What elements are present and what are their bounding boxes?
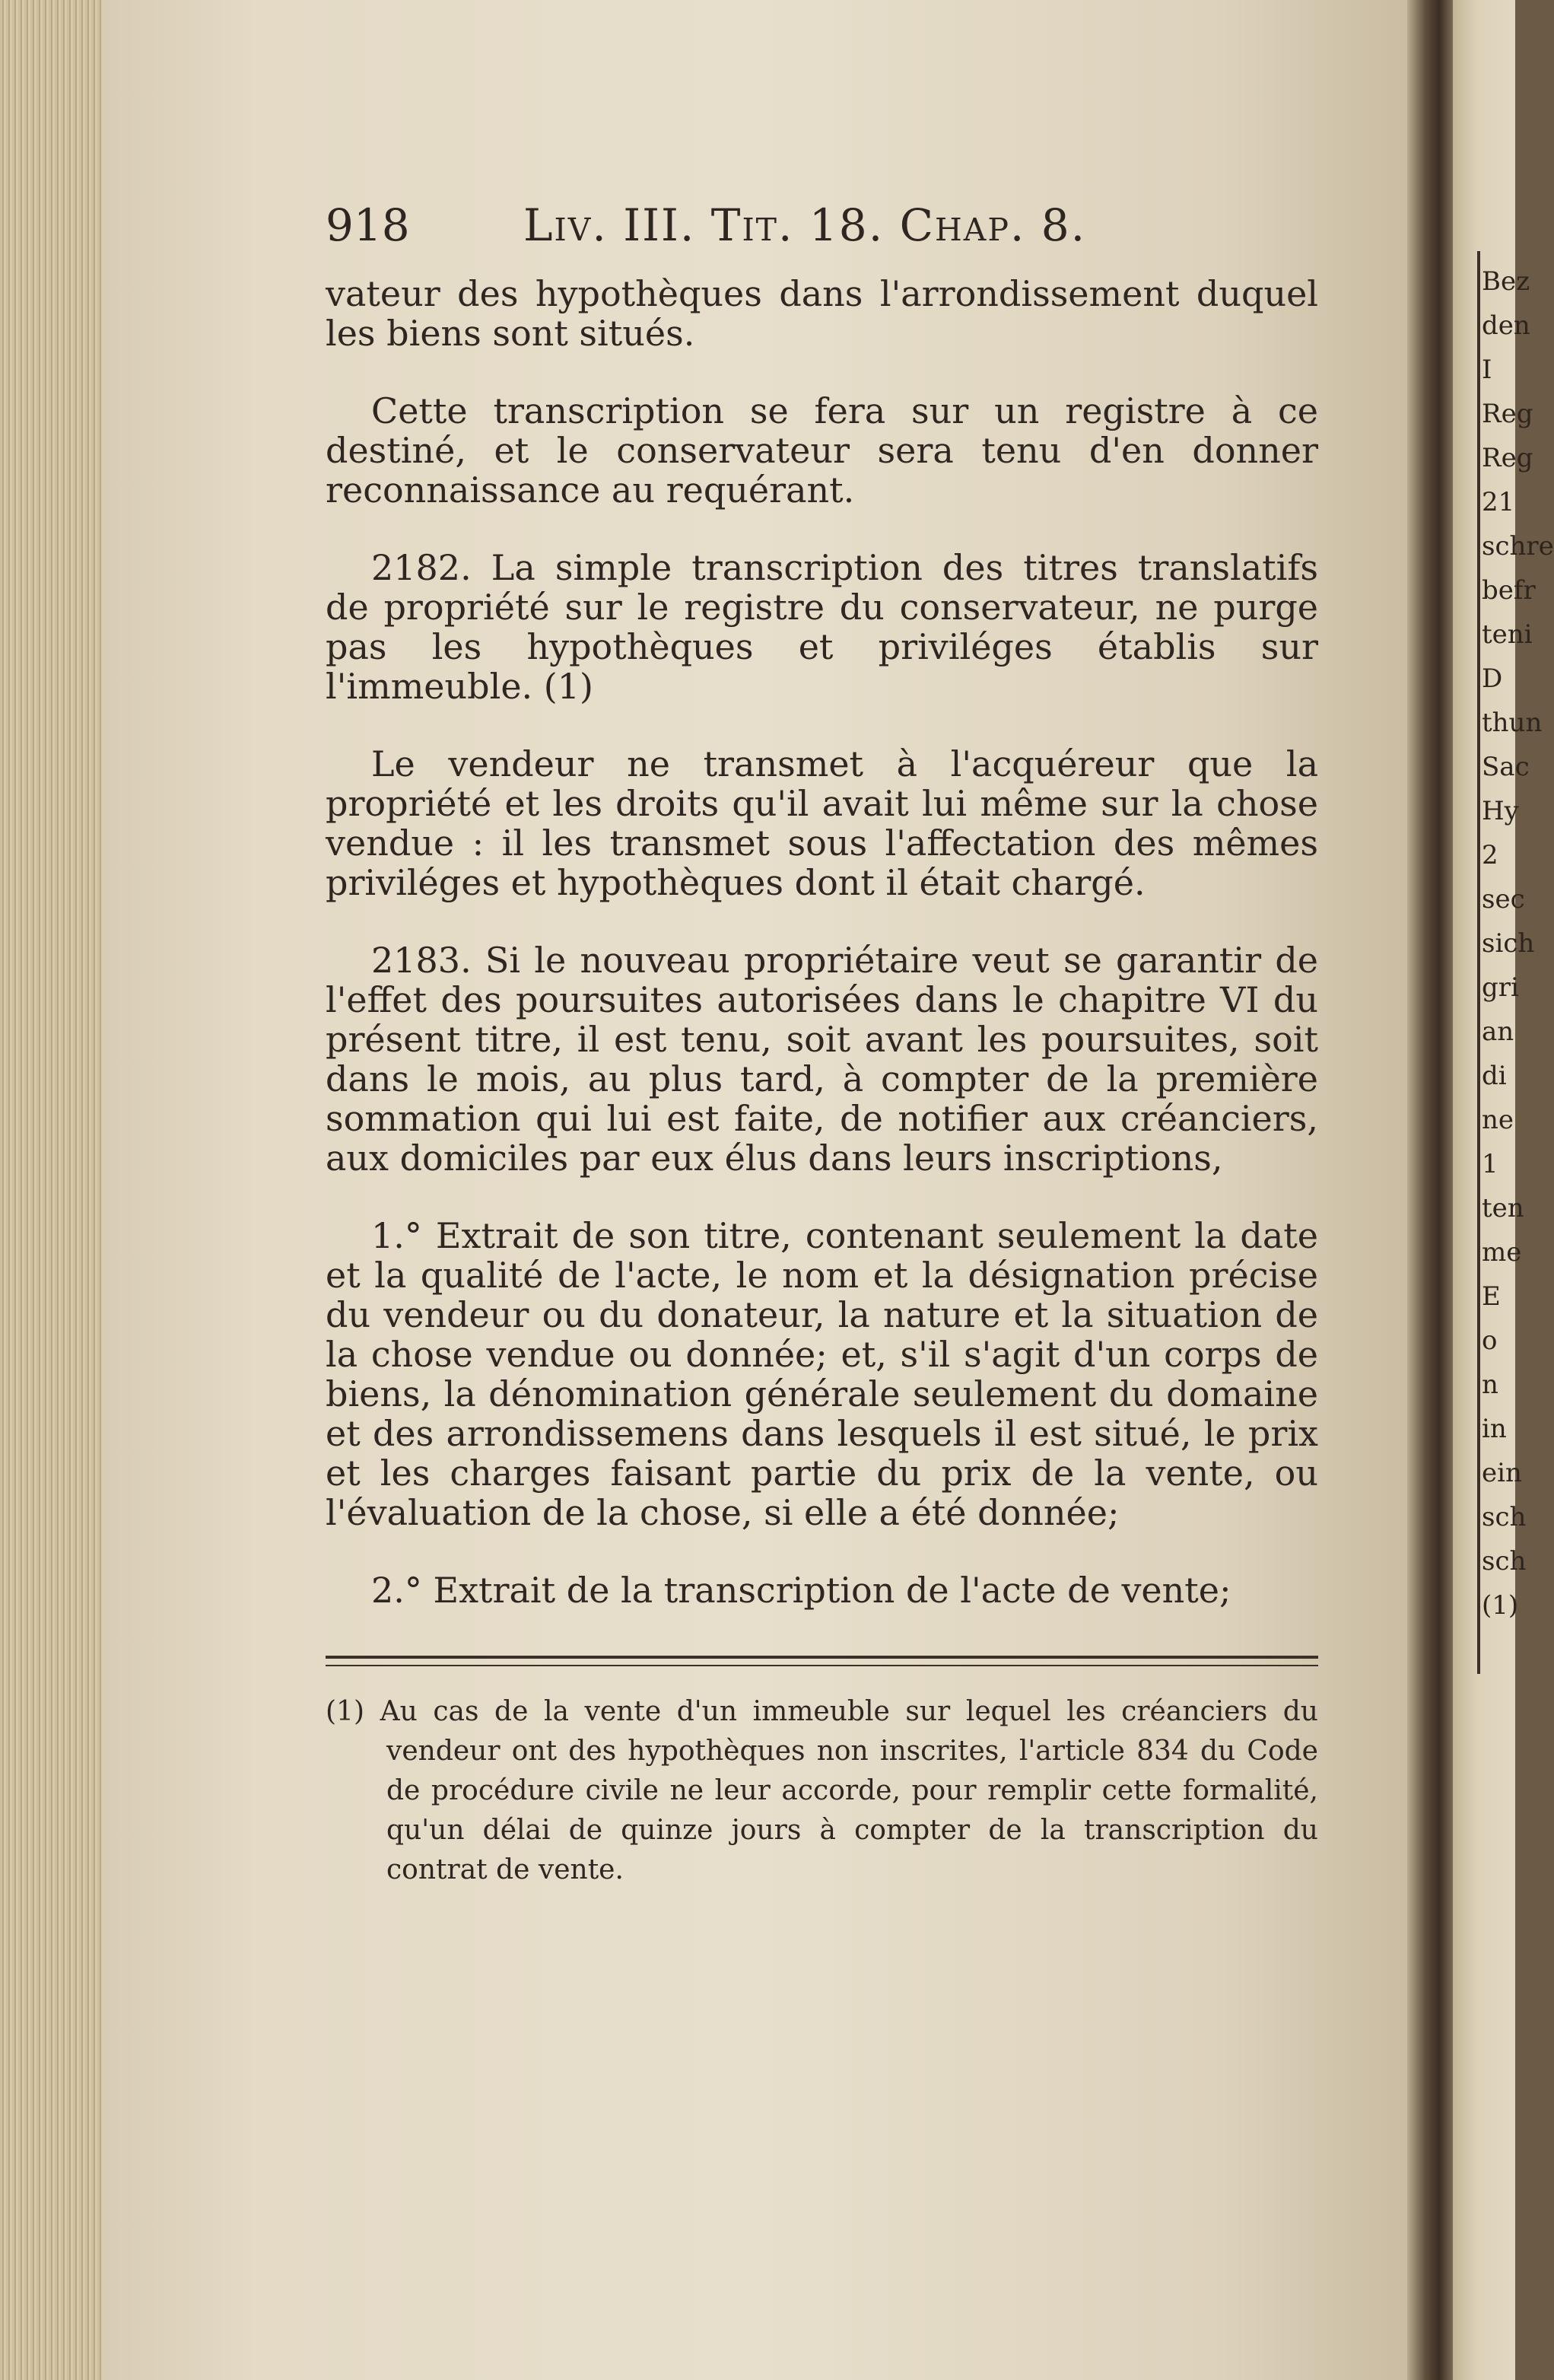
list-item-2: 2.° Extrait de la transcription de l'acte de vente; bbox=[371, 1570, 1231, 1611]
facing-page-edge bbox=[1453, 0, 1554, 2380]
facing-page-fragment: Reg bbox=[1482, 443, 1533, 473]
facing-page-fragment: sich bbox=[1482, 928, 1535, 959]
footnote: (1) Au cas de la vente d'un immeuble sur lequel les créanciers du vendeur ont des hypothèques non inscrites, l'article 834 du Code de procédure civile ne leur accorde, pour remplir cette formalité, qu'un délai de quinze jours à compter de la transcription du contrat de vente. bbox=[326, 1696, 1318, 1885]
facing-page-fragment: ein bbox=[1482, 1458, 1522, 1488]
paragraph: Le vendeur ne transmet à l'acquéreur que la propriété et les droits qu'il avait lui même sur la chose vendue : il les transmet sous l'affectation des mêmes priviléges et hypothèques dont il était chargé. bbox=[326, 743, 1318, 903]
running-header bbox=[326, 199, 1318, 266]
article-2182: 2182. La simple transcription des titres translatifs de propriété sur le registre du conservateur, ne purge pas les hypothèques et priviléges établis sur l'immeuble. (1) bbox=[326, 547, 1318, 707]
facing-page-fragment: n bbox=[1482, 1370, 1498, 1400]
list-item-1: 1.° Extrait de son titre, contenant seulement la date et la qualité de l'acte, le nom et la désignation précise du vendeur ou du donateur, la nature et la situation de la chose vendue ou donnée; et, s'il s'agit d'un corps de biens, la dénomination générale seulement du domaine et des arrondissemens dans lesquels il est situé, le prix et les charges faisant partie du prix de la vente, ou l'évaluation de la chose, si elle a été donnée; bbox=[326, 1215, 1318, 1533]
facing-page-fragment: teni bbox=[1482, 619, 1533, 650]
facing-page-fragment: ne bbox=[1482, 1105, 1514, 1135]
paragraph: vateur des hypothèques dans l'arrondissement duquel les biens sont situés. bbox=[326, 273, 1318, 354]
footnote-divider bbox=[326, 1656, 1318, 1666]
paragraph: Cette transcription se fera sur un registre à ce destiné, et le conservateur sera tenu d'en donner reconnaissance au requérant. bbox=[326, 390, 1318, 511]
page-edges-left bbox=[0, 0, 103, 2380]
facing-page-fragment: (1) bbox=[1482, 1590, 1519, 1621]
facing-page-fragment: gri bbox=[1482, 972, 1519, 1003]
running-title: Liv. III. Tit. 18. Chap. 8. bbox=[523, 199, 1087, 251]
facing-page-fragment: sec bbox=[1482, 884, 1525, 915]
facing-page-fragment: sch bbox=[1482, 1546, 1527, 1577]
facing-page-fragment: schre bbox=[1482, 531, 1554, 562]
page-number: 918 bbox=[326, 199, 410, 251]
facing-page-fragment: den bbox=[1482, 310, 1530, 341]
facing-page-fragment: 1 bbox=[1482, 1149, 1498, 1179]
facing-page-fragment: an bbox=[1482, 1017, 1514, 1047]
facing-page-fragment: me bbox=[1482, 1237, 1522, 1268]
facing-page-fragment: 21 bbox=[1482, 487, 1515, 517]
facing-page-fragment: I bbox=[1482, 355, 1492, 385]
facing-page-fragment: in bbox=[1482, 1414, 1507, 1444]
facing-page-fragment: Reg bbox=[1482, 399, 1533, 429]
facing-page-fragment: di bbox=[1482, 1061, 1507, 1091]
article-2183: 2183. Si le nouveau propriétaire veut se garantir de l'effet des poursuites autorisées dans le chapitre VI du présent titre, il est tenu, soit avant les poursuites, soit dans le mois, au plus tard, à compter de la première sommation qui lui est faite, de notifier aux créanciers, aux domiciles par eux élus dans leurs inscriptions, bbox=[326, 940, 1318, 1179]
facing-page-fragment: E bbox=[1482, 1281, 1501, 1312]
book-gutter bbox=[1407, 0, 1453, 2380]
facing-page-rule bbox=[1477, 251, 1480, 1674]
facing-page-fragment: Sac bbox=[1482, 752, 1530, 782]
page-text bbox=[326, 199, 1318, 1890]
facing-page-fragment: 2 bbox=[1482, 840, 1498, 870]
facing-page-fragment: thun bbox=[1482, 708, 1543, 738]
facing-page-fragment: sch bbox=[1482, 1502, 1527, 1532]
facing-page-fragment: befr bbox=[1482, 575, 1536, 606]
facing-page-fragment: Bez bbox=[1482, 266, 1530, 297]
facing-page-fragment: Hy bbox=[1482, 796, 1519, 826]
facing-page-fragment: o bbox=[1482, 1325, 1498, 1356]
facing-page-fragment: D bbox=[1482, 663, 1503, 694]
facing-page-fragment: ten bbox=[1482, 1193, 1524, 1223]
